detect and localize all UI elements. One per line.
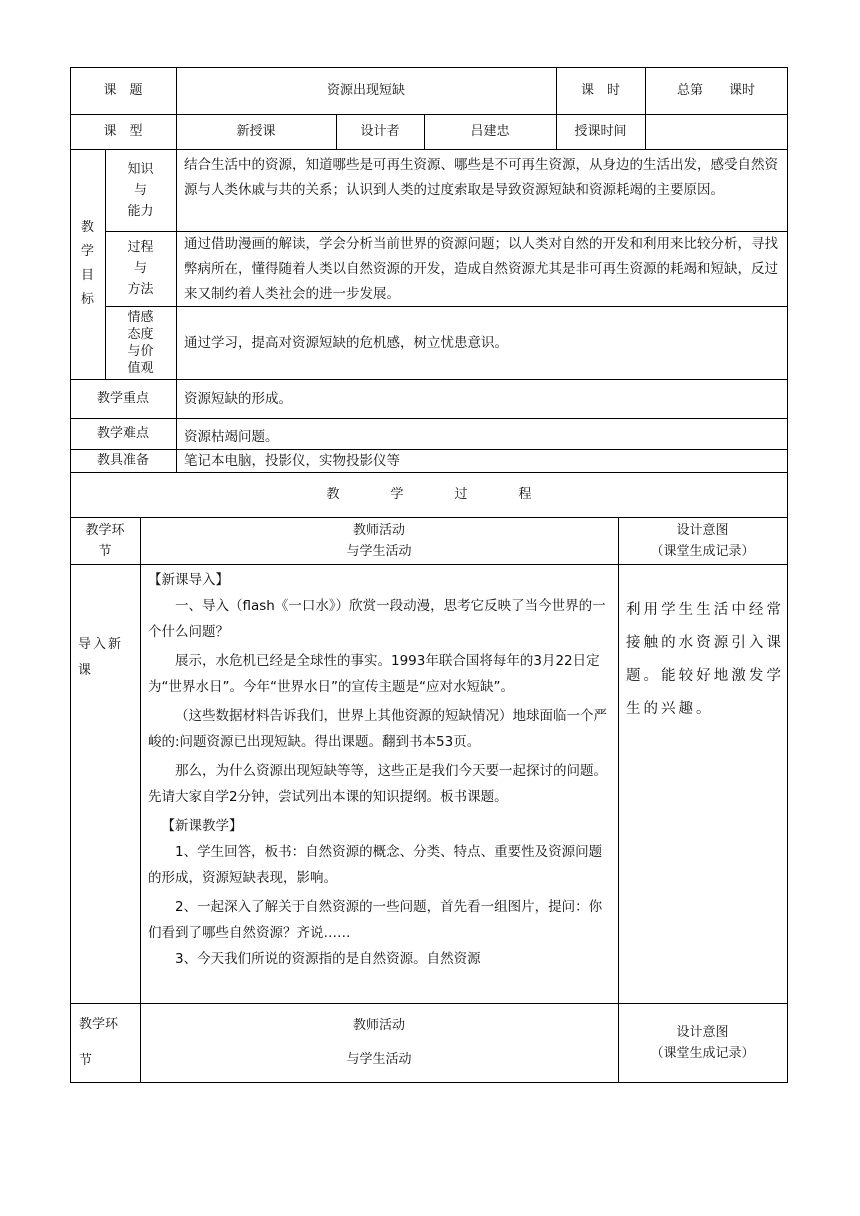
process-title-char: 教: [326, 486, 340, 502]
process-title-char: 程: [518, 486, 532, 502]
emotion-label: [105, 306, 176, 379]
type-label: 课 型: [103, 123, 143, 139]
period-value: 总第 课时: [676, 82, 755, 98]
difficulty-label: 教学难点: [96, 425, 149, 441]
activity-paragraph: （这些数据材料告诉我们，世界上其他资源的短缺情况）地球面临一个严峻的:问题资源已出现短缺。得出课题。翻到书本53页。: [148, 708, 607, 750]
process-title-char: 学: [390, 486, 404, 502]
footer-intent-header: [618, 1003, 787, 1082]
intro-activity: [148, 567, 614, 972]
key-point-label: 教学重点: [96, 390, 149, 406]
activity-paragraph: 展示，水危机已经是全球性的事实。1993年联合国将每年的3月22日定为“世界水日”。今年“世界水日”的宣传主题是“应对水短缺”。: [148, 653, 600, 695]
knowledge-text: 结合生活中的资源，知道哪些是可再生资源、哪些是不可再生资源，从身边的生活出发，感受自然资源与人类休戚与共的关系；认识到人类的过度索取是导致资源短缺和资源耗竭的主要原因。: [184, 157, 778, 198]
footer-stage-header: [70, 1003, 140, 1082]
footer-activity-line: 与学生活动: [346, 1051, 412, 1067]
objectives-label-char: 教: [80, 220, 94, 235]
key-point-text: 资源短缺的形成。: [184, 390, 292, 407]
designer-label: 设计者: [360, 123, 400, 139]
time-label: 授课时间: [574, 123, 627, 139]
knowledge-label-line: 能力: [127, 203, 154, 219]
stage-header: [70, 517, 140, 564]
emotion-label-line: 值观: [127, 360, 154, 376]
process-label-line: 过程: [127, 240, 154, 255]
process-title-char: 过: [454, 486, 468, 502]
process-label: [105, 231, 176, 306]
stage-header-line: 教学环: [85, 522, 125, 538]
stage-header-line: 节: [98, 543, 112, 559]
intent-header-line: 设计意图: [676, 522, 729, 538]
process-title: [70, 472, 788, 517]
footer-intent-line: 设计意图: [676, 1024, 729, 1040]
knowledge-label: [105, 149, 176, 231]
activity-header-line: 与学生活动: [346, 543, 412, 559]
emotion-label-line: 情感: [127, 309, 154, 325]
footer-activity-line: 教师活动: [352, 1017, 405, 1033]
objectives-label: [70, 149, 105, 379]
intent-header-line: （课堂生成记录）: [650, 543, 755, 559]
emotion-label-line: 态度: [127, 326, 154, 342]
activity-paragraph: 1、学生回答，板书：自然资源的概念、分类、特点、重要性及资源问题的形成，资源短缺表现，影响。: [148, 844, 603, 886]
process-label-line: 与: [133, 261, 147, 276]
footer-stage-line: 教学环: [79, 1016, 119, 1032]
footer-activity-header: [140, 1003, 618, 1082]
intro-intent: 利用学生生活中经常接触的水资源引入课题。能较好地激发学生的兴趣。: [626, 602, 784, 717]
process-text: 通过借助漫画的解读，学会分析当前世界的资源问题；以人类对自然的开发和利用来比较分析，寻找弊病所在，懂得随着人类以自然资源的开发，造成自然资源尤其是非可再生资源的耗竭和短缺，反过来又制约着人类社会的进一步发展。: [184, 236, 778, 302]
knowledge-label-line: 与: [133, 182, 147, 198]
objectives-label-char: 标: [80, 292, 94, 307]
activity-paragraph: 一、导入（flash《一口水》）欣赏一段动漫，思考它反映了当今世界的一个什么问题？: [148, 598, 606, 640]
section-heading: 【新课导入】: [148, 572, 229, 588]
designer-value: 吕建忠: [470, 123, 510, 139]
activity-paragraph: 那么，为什么资源出现短缺等等，这些正是我们今天要一起探讨的问题。先请大家自学2分钟，尝试列出本课的知识提纲。板书课题。: [148, 763, 607, 805]
section-heading: 【新课教学】: [161, 818, 243, 834]
time-value: [645, 114, 787, 149]
objectives-label-char: 学: [80, 244, 94, 259]
difficulty-text: 资源枯竭问题。: [184, 428, 279, 445]
activity-header: [140, 517, 618, 564]
type-value: 新授课: [236, 123, 276, 139]
activity-header-line: 教师活动: [352, 522, 405, 538]
intent-header: [618, 517, 787, 564]
tools-text: 笔记本电脑，投影仪，实物投影仪等: [184, 452, 400, 469]
intro-stage-label: 导入新课: [78, 637, 124, 678]
topic-value: 资源出现短缺: [326, 82, 405, 98]
footer-intent-line: （课堂生成记录）: [650, 1045, 755, 1061]
period-label: 课 时: [580, 82, 620, 98]
process-label-line: 方法: [127, 282, 154, 297]
footer-stage-line: 节: [79, 1052, 93, 1068]
topic-label: 课 题: [103, 82, 143, 98]
emotion-label-line: 与价: [127, 343, 154, 359]
tools-label: 教具准备: [96, 452, 149, 468]
emotion-text: 通过学习，提高对资源短缺的危机感，树立忧患意识。: [184, 334, 508, 351]
knowledge-label-line: 知识: [127, 161, 154, 177]
activity-paragraph: 3、今天我们所说的资源指的是自然资源。自然资源: [175, 951, 481, 967]
objectives-label-char: 目: [80, 268, 94, 283]
activity-paragraph: 2、一起深入了解关于自然资源的一些问题，首先看一组图片，提问：你们看到了哪些自然资源？齐说……: [148, 899, 603, 941]
